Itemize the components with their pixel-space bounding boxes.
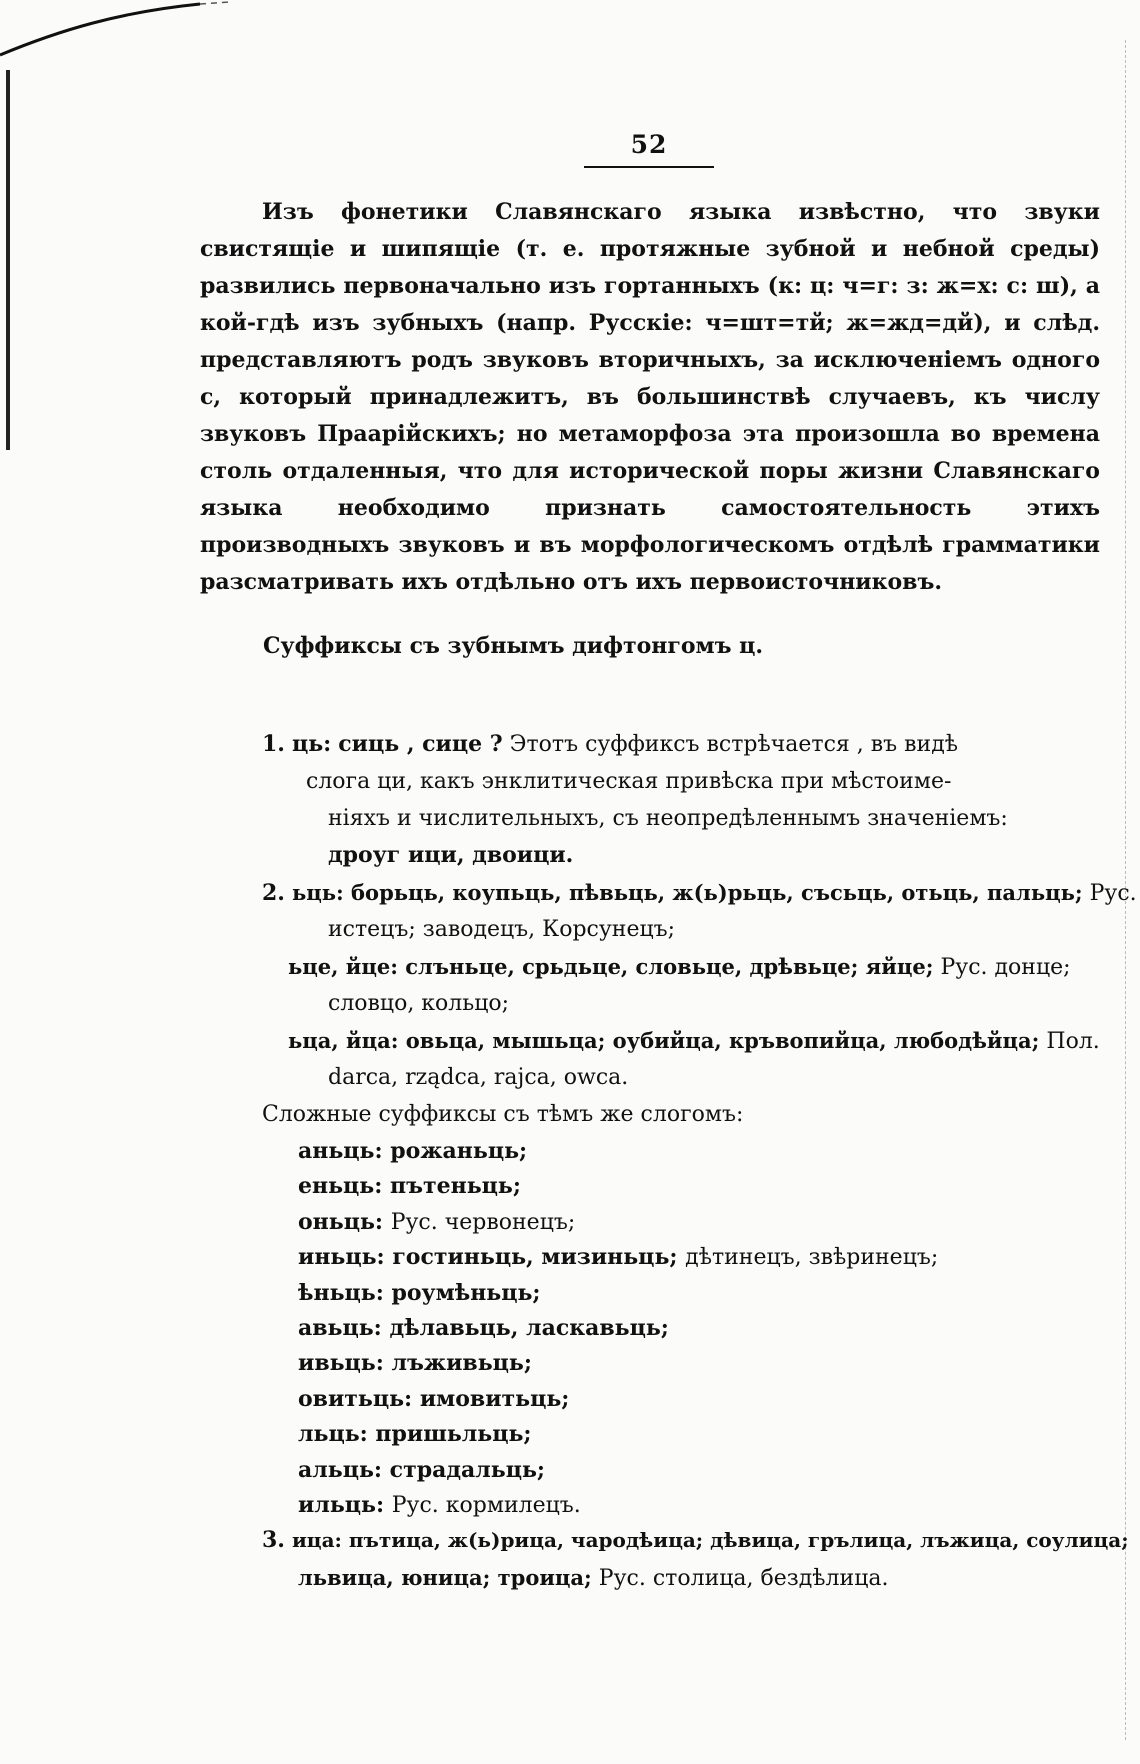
item3-suffix-list-2: львица, юница; троица; (298, 1565, 592, 1590)
scan-edge-mark (0, 0, 230, 90)
compound-suffix-line (298, 1168, 521, 1205)
compound-examples-plain: дѣтинецъ, звѣринецъ; (685, 1245, 939, 1271)
item1-line3: ніяхъ и числительныхъ, съ неопредѣленнымъ значеніемъ: (328, 806, 1008, 831)
compound-examples-bold: пришьльць; (375, 1421, 532, 1448)
compound-suffix: оньць: (298, 1208, 391, 1235)
item2-number: 2. (262, 880, 285, 906)
scan-binding-mark (6, 70, 10, 450)
item2-suffix-list-3: ьца, йца: овьца, мышьца; оубийца, кръвопийца, любодѣйца; (288, 1028, 1040, 1053)
compound-suffix-line (298, 1381, 569, 1418)
compound-examples-bold: пътеньць; (390, 1173, 521, 1200)
compound-examples-bold: дѣлавьць, ласкавьць; (389, 1315, 669, 1341)
compound-suffix: овитьць: (298, 1385, 420, 1412)
item1-line1 (262, 726, 1102, 763)
item1-number: 1. (262, 731, 285, 757)
item2-line1 (262, 874, 1137, 912)
compound-examples-bold: лъживьць; (391, 1350, 532, 1377)
item2-line4: словцо, кольцо; (328, 991, 510, 1016)
compound-examples-plain: Рус. кормилецъ. (391, 1493, 581, 1518)
compound-suffix-line (298, 1416, 532, 1453)
compound-suffix-line (298, 1133, 527, 1170)
compound-examples-plain: Рус. червонецъ; (390, 1209, 576, 1235)
item2-line2: истецъ; заводецъ, Корсунецъ; (328, 917, 676, 942)
item1-suffix: ць: (291, 731, 332, 757)
item3-line1 (262, 1522, 1129, 1559)
compound-suffix: альць: (298, 1456, 390, 1483)
compound-suffix-line (298, 1204, 575, 1241)
compound-examples-bold: страдальць; (389, 1456, 546, 1483)
item3-suffix-list: ица: пътица, ж(ь)рица, чародѣица; дѣвица, грълица, лъжица, соулица; (291, 1528, 1129, 1552)
item2-note: Рус. (1089, 881, 1137, 906)
compound-suffix-line (298, 1275, 541, 1312)
item3-note: Рус. столица, бездѣлица. (598, 1566, 889, 1591)
compound-intro: Сложные суффиксы съ тѣмъ же слогомъ: (262, 1102, 744, 1127)
compound-suffix: ивьць: (298, 1350, 392, 1377)
compound-examples-bold: рожаньць; (390, 1138, 528, 1164)
item1-examples: сиць , сице ? (338, 731, 503, 757)
compound-suffix: ильць: (298, 1492, 392, 1518)
compound-suffix: льць: (298, 1421, 376, 1448)
item2-note-3: Пол. (1046, 1029, 1100, 1054)
intro-paragraph: Изъ фонетики Славянскаго языка извѣстно, что звуки свистящіе и шипящіе (т. е. протяжные зубной и небной среды) развились первоначально изъ гортанныхъ (к: ц: ч=г: з: ж=х: с: ш), а кой-гдѣ изъ зубныхъ (напр. Русскіе: ч=шт=тй; ж=жд=дй), и слѣд. представляютъ родъ звуковъ вторичныхъ, за исключеніемъ одного с, который принадлежитъ, въ большинствѣ случаевъ, къ числу звуковъ Праарійскихъ; но метаморфоза эта произошла во времена столь отдаленныя, что для исторической поры жизни Славянскаго языка необходимо признать самостоятельность этихъ производныхъ звуковъ и въ морфологическомъ отдѣлѣ грамматики разсматривать ихъ отдѣльно отъ ихъ первоисточниковъ. (200, 199, 1100, 595)
item3-number: 3. (262, 1527, 285, 1553)
compound-suffix: ѣньць: (298, 1279, 392, 1306)
compound-examples-bold: роумѣньць; (391, 1279, 541, 1306)
item3-line2 (298, 1559, 888, 1597)
item2-line3 (288, 948, 1071, 986)
item2-line6: darca, rządca, rajca, owca. (328, 1065, 629, 1090)
compound-examples-bold: гостиньць, мизиньць; (392, 1244, 686, 1271)
item2-line5 (288, 1022, 1100, 1060)
compound-suffix-line (298, 1310, 669, 1347)
page-number: 52 (630, 130, 668, 159)
item1-line4: дроуг ици, двоици. (328, 842, 574, 868)
item1-text: Этотъ суффиксъ встрѣчается , въ видѣ (509, 732, 959, 757)
compound-suffix: авьць: (298, 1315, 390, 1341)
section-heading: Суффиксы съ зубнымъ дифтонгомъ ц. (263, 633, 764, 659)
item2-suffix-list: ьць: борьць, коупьць, пѣвьць, ж(ь)рьць, съсьць, отьць, пальць; (291, 880, 1083, 905)
compound-examples-bold: имовитьць; (419, 1385, 570, 1412)
compound-suffix-line (298, 1452, 545, 1489)
compound-suffix: аньць: (298, 1138, 391, 1164)
item2-note-2: Рус. донце; (940, 955, 1071, 980)
page-number-rule (584, 166, 714, 168)
compound-suffix: иньць: (298, 1244, 393, 1271)
compound-suffix-line (298, 1487, 581, 1524)
item2-suffix-list-2: ьце, йце: слъньце, срьдьце, словьце, дрѣвьце; яйце; (288, 954, 934, 979)
compound-suffix-line (298, 1345, 532, 1382)
compound-suffix-line (298, 1239, 938, 1276)
item1-line2: слога ци, какъ энклитическая привѣска при мѣстоиме- (306, 769, 952, 794)
compound-suffix: еньць: (298, 1173, 390, 1200)
